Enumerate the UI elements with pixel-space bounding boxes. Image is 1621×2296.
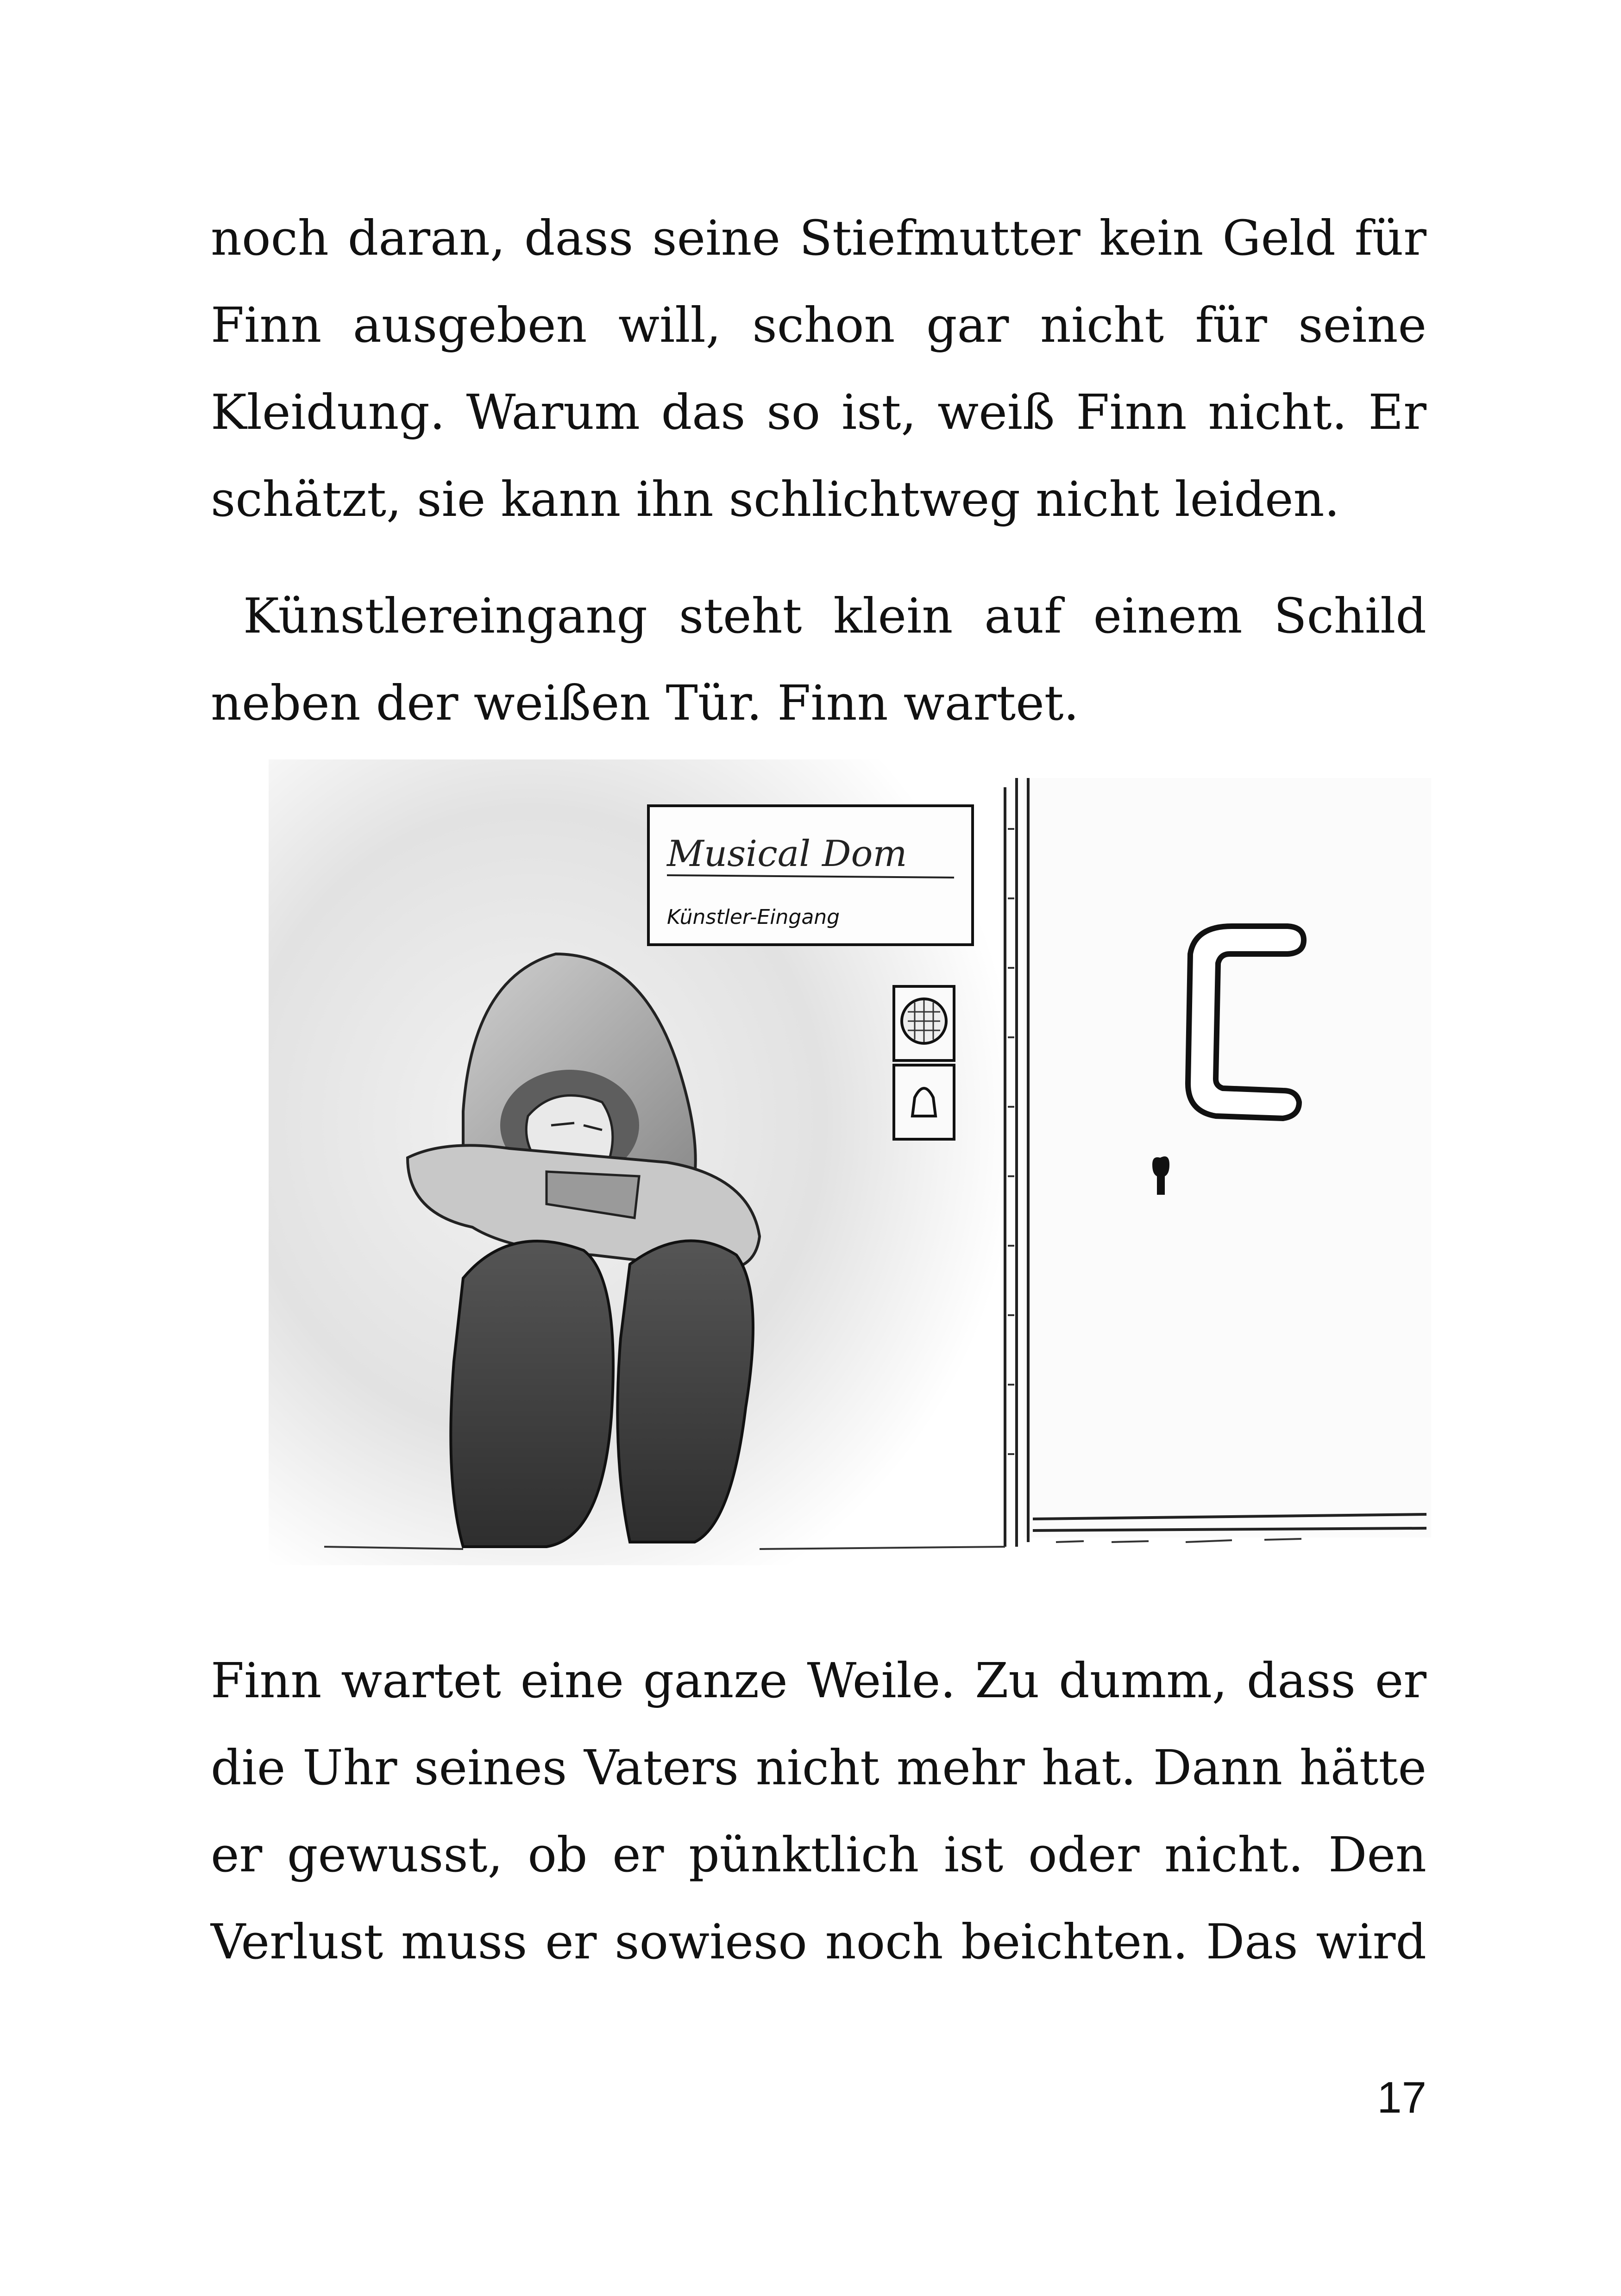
illustration-boy-at-stage-door bbox=[269, 759, 1436, 1593]
left-leg bbox=[451, 1241, 613, 1547]
text-line: Finn wartet eine ganze Weile. Zu dumm, dass er bbox=[211, 1652, 1426, 1709]
musical-dom-sign bbox=[648, 806, 973, 945]
paragraph-1 bbox=[211, 194, 1426, 543]
door bbox=[1024, 778, 1431, 1537]
page-number: 17 bbox=[1377, 2073, 1426, 2122]
paragraph-3 bbox=[211, 1637, 1426, 1985]
sign-subtitle: Künstler-Eingang bbox=[667, 905, 840, 929]
text-line: neben der weißen Tür. Finn wartet. bbox=[211, 675, 1079, 731]
text-line: schätzt, sie kann ihn schlichtweg nicht leiden. bbox=[211, 471, 1340, 527]
text-line: Finn ausgeben will, schon gar nicht für seine bbox=[211, 297, 1426, 353]
text-line: Künstlereingang steht klein auf einem Schild bbox=[243, 588, 1426, 644]
text-line: er gewusst, ob er pünktlich ist oder nicht. Den bbox=[211, 1826, 1426, 1883]
text-line: die Uhr seines Vaters nicht mehr hat. Dann hätte bbox=[211, 1739, 1426, 1796]
text-line: noch daran, dass seine Stiefmutter kein Geld für bbox=[211, 210, 1426, 266]
sign-title: Musical Dom bbox=[667, 833, 907, 875]
paragraph-2 bbox=[211, 572, 1426, 747]
text-line: Kleidung. Warum das so ist, weiß Finn nicht. Er bbox=[211, 384, 1426, 440]
text-line: Verlust muss er sowieso noch beichten. Das wird bbox=[211, 1913, 1426, 1970]
